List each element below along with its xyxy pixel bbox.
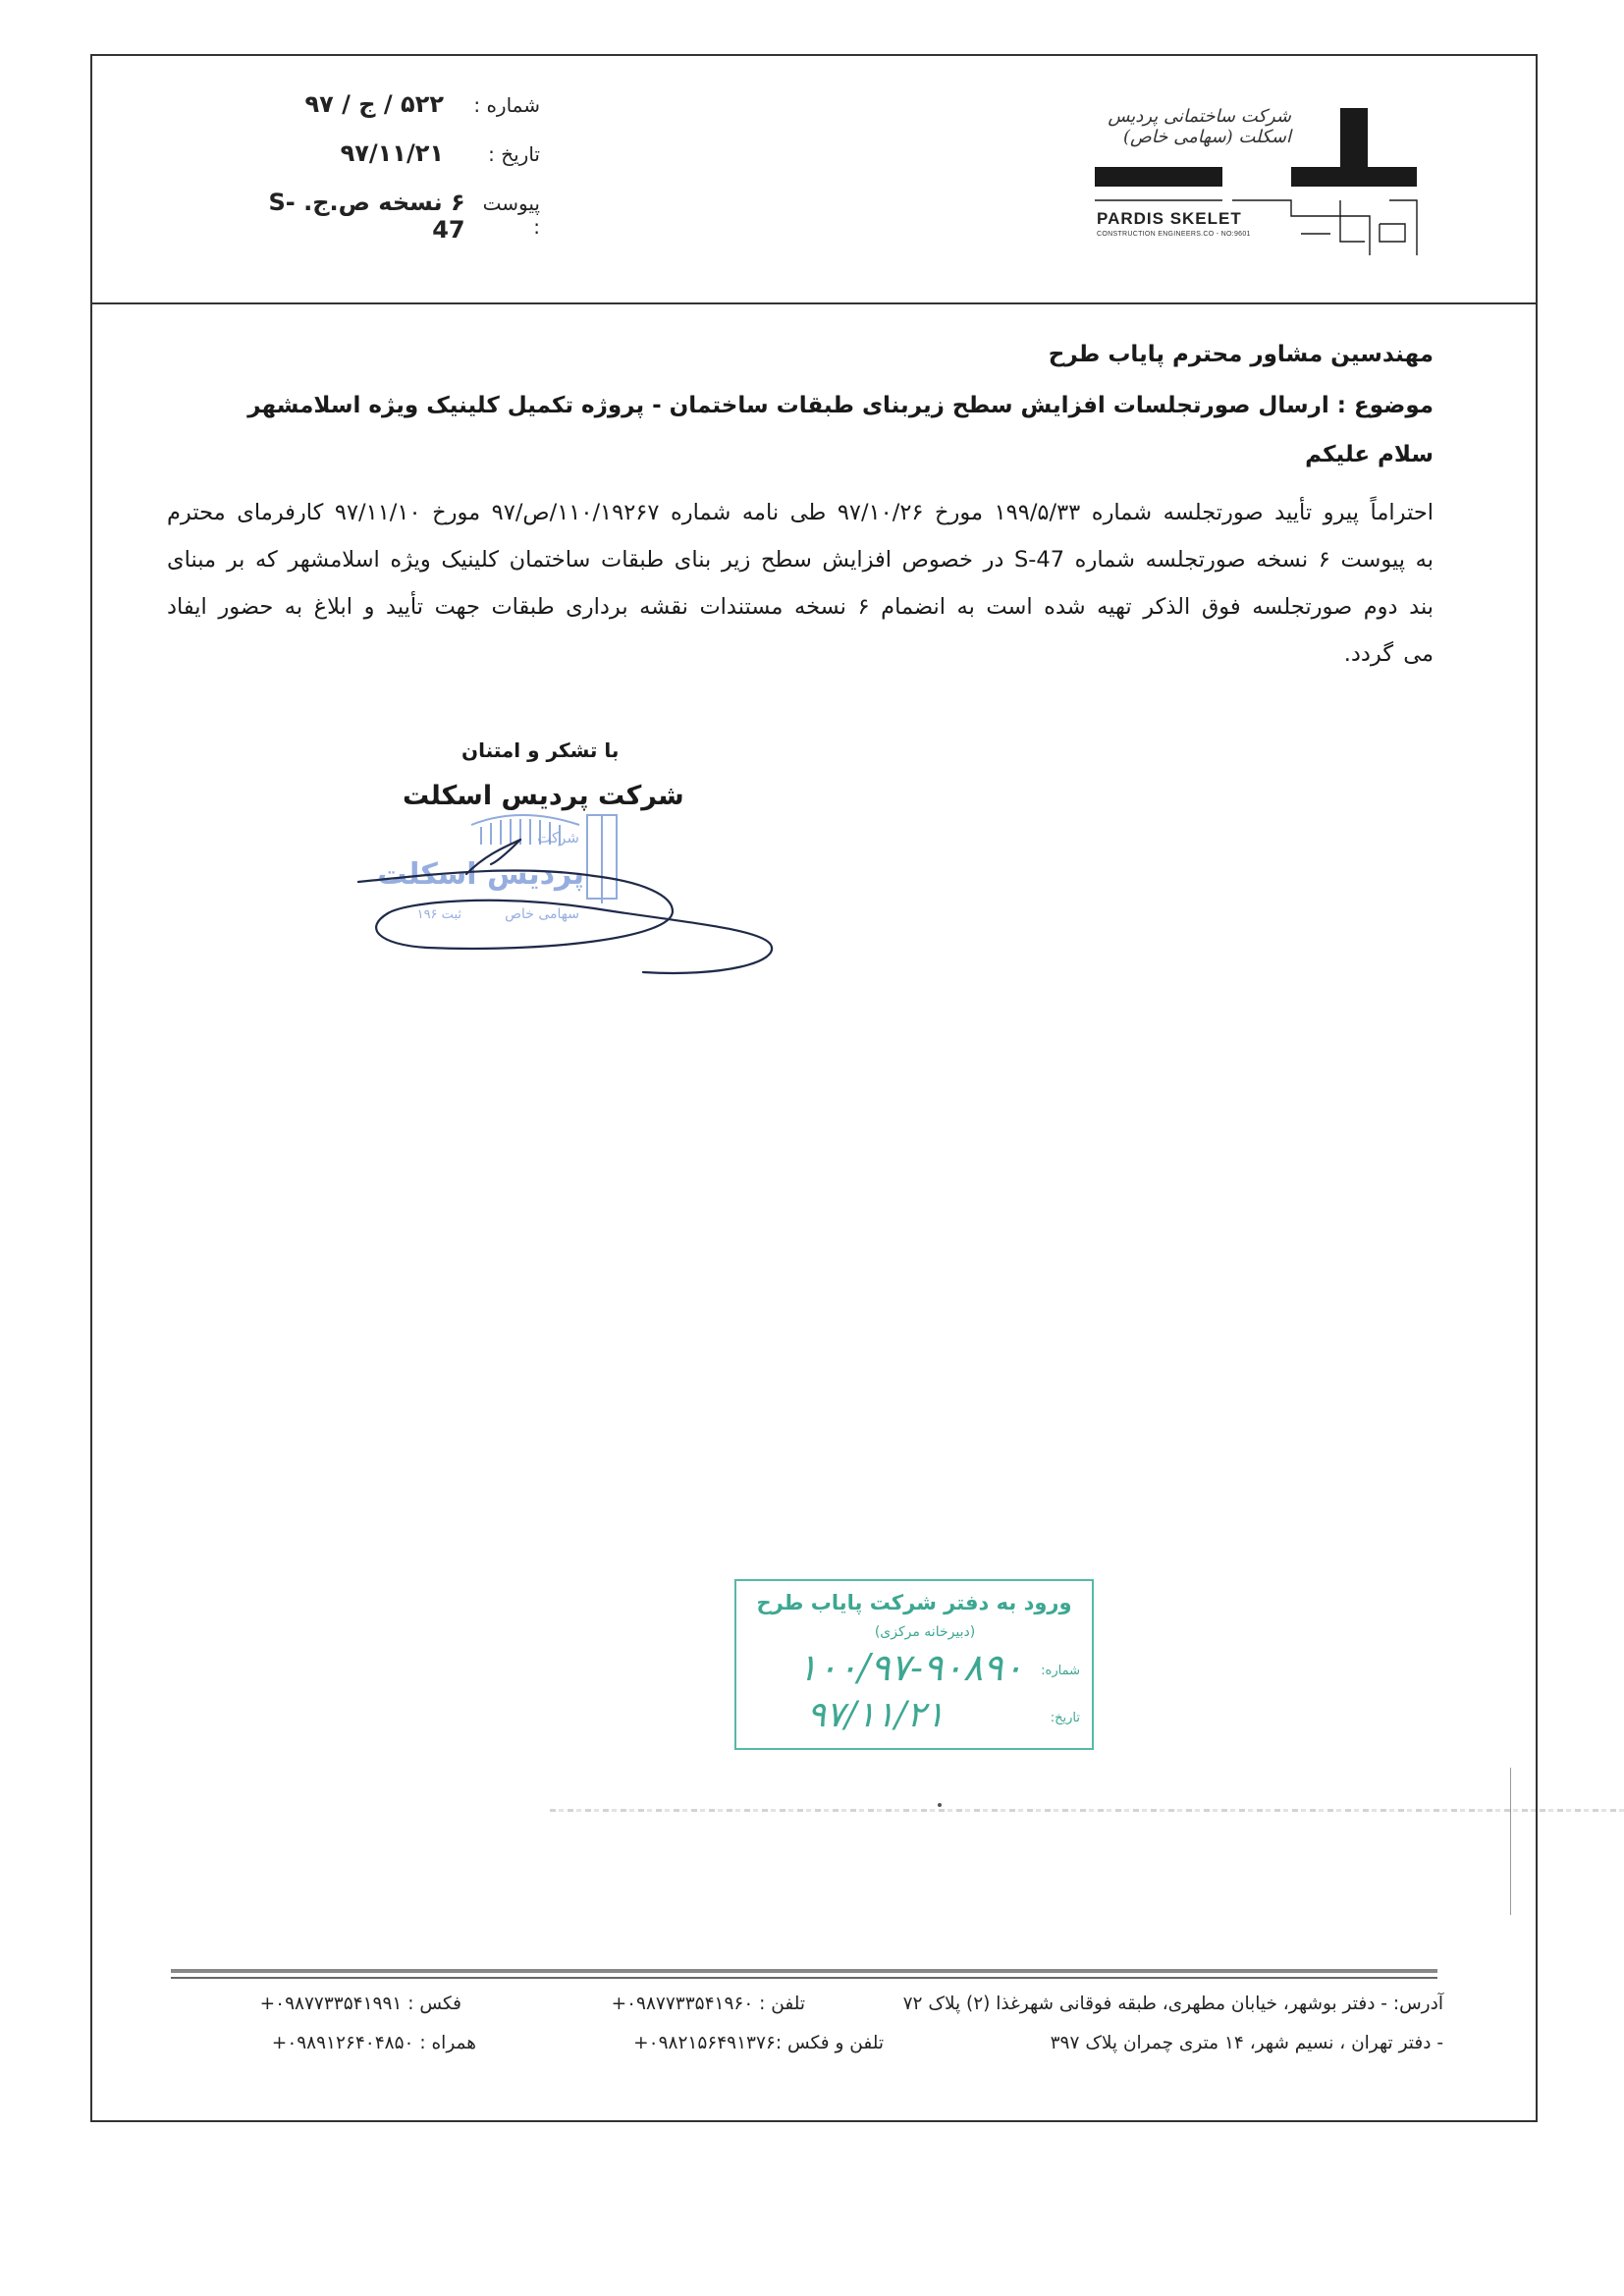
signature-image <box>349 835 781 982</box>
stamp-number-value: ۱۰۰/۹۷-۹۰۸۹۰ <box>797 1646 1023 1689</box>
footer-phonefax-tehran: تلفن و فکس :۰۹۸۲۱۵۶۴۹۱۳۷۶+ <box>633 2033 884 2053</box>
date-value: ۹۷/۱۱/۲۱ <box>340 139 444 167</box>
footer-address-tehran: - دفتر تهران ، نسیم شهر، ۱۴ متری چمران پلاک ۳۹۷ <box>1050 2033 1443 2053</box>
seal-line1: شرکت <box>537 829 579 847</box>
received-stamp <box>734 1579 1094 1750</box>
number-label: شماره : <box>473 93 540 117</box>
letter-meta <box>245 90 540 244</box>
number-value: ۵۲۲ / ج / ۹۷ <box>304 90 444 118</box>
stamp-subtitle: (دبیرخانه مرکزی) <box>874 1624 976 1640</box>
scan-mark <box>1510 1768 1511 1915</box>
date-row <box>245 139 540 189</box>
attachment-label: پیوست : <box>482 191 540 239</box>
footer-address-bushehr: آدرس: - دفتر بوشهر، خیابان مطهری، طبقه فوقانی شهرغذا (۲) پلاک ۷۲ <box>902 1994 1443 2014</box>
seal-line3: سهامی خاص <box>505 906 579 922</box>
footer-mobile-tehran: همراه : ۰۹۸۹۱۲۶۴۰۴۸۵۰+ <box>271 2033 476 2053</box>
stamp-date-value: ۹۷/۱۱/۲۱ <box>806 1695 945 1735</box>
date-label: تاریخ : <box>488 142 540 166</box>
number-row <box>245 90 540 139</box>
header-divider <box>90 302 1536 304</box>
scan-artifact <box>550 1809 1624 1812</box>
stamp-number-label: شماره: <box>1041 1664 1080 1678</box>
scan-dot <box>938 1803 942 1807</box>
footer-rule-thin <box>171 1977 1437 1979</box>
seal-line4: ثبت ۱۹۶ <box>416 907 461 922</box>
greeting: سلام علیکم <box>1305 442 1434 467</box>
logo-persian-name: شرکت ساختمانی پردیس اسکلت (سهامی خاص) <box>1108 106 1291 147</box>
footer-bushehr <box>177 1994 1443 2025</box>
closing-text: با تشکر و امتنان <box>461 738 620 762</box>
seal-line2: پردیس اسکلت <box>377 857 584 892</box>
logo-english-sub: CONSTRUCTION ENGINEERS.CO - NO:9601 <box>1097 231 1251 238</box>
footer-phone-bushehr: تلفن : ۰۹۸۷۷۳۳۵۴۱۹۶۰+ <box>611 1994 805 2014</box>
logo-english-name: PARDIS SKELET <box>1097 209 1242 228</box>
signer-company: شرکت پردیس اسکلت <box>403 781 684 811</box>
letter-body: احتراماً پیرو تأیید صورتجلسه شماره ۱۹۹/۵/۳۳ مورخ ۹۷/۱۰/۲۶ طی نامه شماره ۱۱۰/۱۹۲۶۷/ص/۹۷ مورخ ۹۷/۱۱/۱۰ کارفرمای محترم به پیوست ۶ نسخه صورتجلسه شماره S-47 در خصوص افزایش سطح زیر بنای طبقات ساختمان کلینیک ویژه اسلامشهر که بر مبنای بند دوم صورتجلسه فوق الذکر تهیه شده است به انضمام ۶ نسخه مستندات نقشه برداری طبقات جهت تأیید و ابلاغ به حضور ایفاد می گردد. <box>167 500 1435 667</box>
stamp-title: ورود به دفتر شرکت پایاب طرح <box>756 1591 1072 1614</box>
footer-fax-bushehr: فکس : ۰۹۸۷۷۳۳۵۴۱۹۹۱+ <box>259 1994 461 2014</box>
recipient: مهندسین مشاور محترم پایاب طرح <box>1048 342 1434 367</box>
subject-line: موضوع : ارسال صورتجلسات افزایش سطح زیربنای طبقات ساختمان - پروژه تکمیل کلینیک ویژه اسلامشهر <box>247 393 1434 418</box>
company-logo <box>1095 108 1419 255</box>
attachment-value: ۶ نسخه ص.ج. S-47 <box>268 189 465 244</box>
footer-rule <box>171 1969 1437 1973</box>
footer-tehran <box>177 2033 1443 2064</box>
stamp-date-label: تاریخ: <box>1050 1711 1080 1725</box>
attachment-row <box>245 189 540 244</box>
